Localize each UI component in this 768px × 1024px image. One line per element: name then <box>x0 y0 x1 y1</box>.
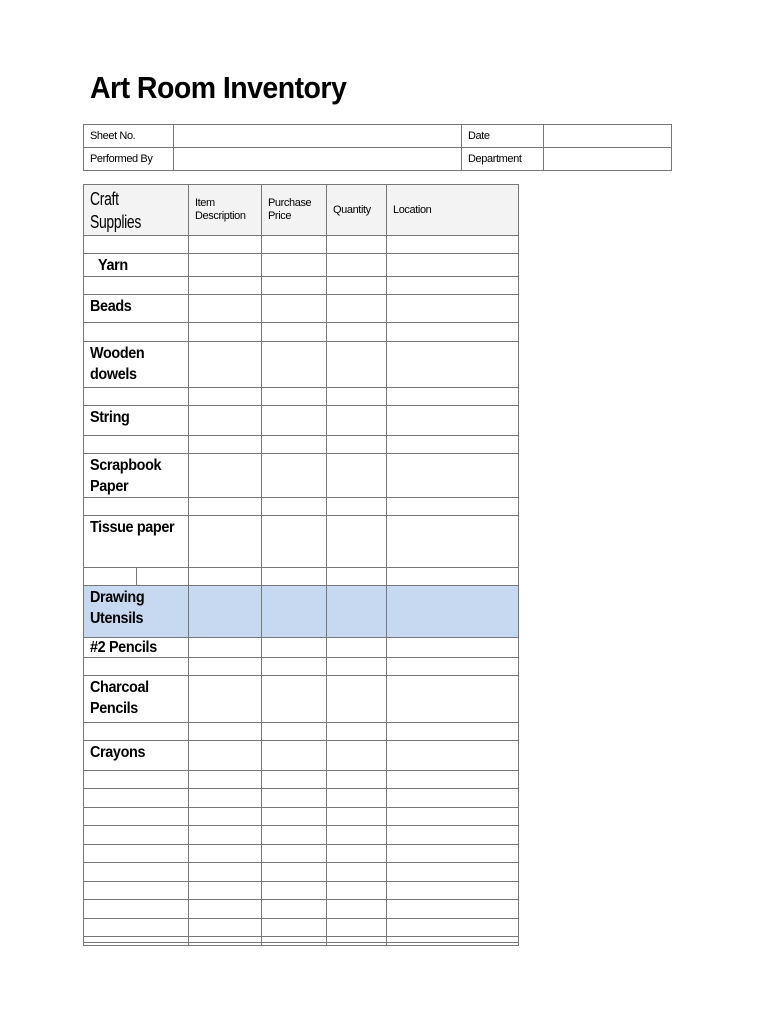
table-cell[interactable] <box>327 254 387 277</box>
table-row <box>84 568 519 586</box>
table-cell[interactable] <box>262 254 327 277</box>
table-cell[interactable] <box>387 638 519 658</box>
table-cell[interactable] <box>327 808 387 826</box>
table-cell[interactable] <box>189 789 262 808</box>
table-row <box>84 295 519 323</box>
table-cell[interactable] <box>387 808 519 826</box>
category-wooden-dowels: Wooden dowels <box>84 342 189 388</box>
table-cell[interactable] <box>387 826 519 845</box>
table-cell[interactable] <box>387 919 519 937</box>
department-field[interactable] <box>544 148 672 171</box>
table-cell[interactable] <box>387 882 519 900</box>
table-cell[interactable] <box>189 882 262 900</box>
table-cell[interactable] <box>262 826 327 845</box>
table-cell[interactable] <box>189 516 262 568</box>
table-row <box>84 406 519 436</box>
inventory-table <box>83 184 519 946</box>
table-cell[interactable] <box>387 771 519 789</box>
header-row <box>84 185 519 236</box>
table-cell[interactable] <box>189 771 262 789</box>
table-cell[interactable] <box>189 236 262 254</box>
table-cell[interactable] <box>189 658 262 676</box>
table-row <box>84 638 519 658</box>
sheet-info-row <box>84 125 672 148</box>
table-cell[interactable] <box>189 943 262 946</box>
table-cell[interactable] <box>327 919 387 937</box>
table-cell[interactable] <box>387 436 519 454</box>
table-row <box>84 808 519 826</box>
table-cell[interactable] <box>84 882 189 900</box>
table-cell[interactable] <box>327 771 387 789</box>
table-cell[interactable] <box>327 516 387 568</box>
table-cell[interactable] <box>262 295 327 323</box>
table-cell[interactable] <box>327 723 387 741</box>
table-row <box>84 826 519 845</box>
table-cell[interactable] <box>262 236 327 254</box>
table-cell[interactable] <box>189 676 262 723</box>
sheet-no-field[interactable] <box>174 125 462 148</box>
table-cell[interactable] <box>387 586 519 638</box>
table-row <box>84 900 519 919</box>
table-cell[interactable] <box>387 723 519 741</box>
table-cell[interactable] <box>327 388 387 406</box>
table-cell[interactable] <box>262 845 327 863</box>
table-cell[interactable] <box>327 943 387 946</box>
table-cell[interactable] <box>189 900 262 919</box>
table-cell[interactable] <box>262 882 327 900</box>
category-charcoal-pencils: Charcoal Pencils <box>84 676 189 723</box>
table-cell[interactable] <box>387 323 519 342</box>
table-cell[interactable] <box>189 254 262 277</box>
table-cell[interactable] <box>387 406 519 436</box>
table-row <box>84 236 519 254</box>
table-cell[interactable] <box>84 919 189 937</box>
sheet-info-table <box>83 124 672 171</box>
table-row <box>84 454 519 498</box>
table-row <box>84 676 519 723</box>
table-cell[interactable] <box>262 658 327 676</box>
performed-by-label: Performed By <box>84 148 174 171</box>
table-cell[interactable] <box>387 236 519 254</box>
header-category <box>84 185 189 236</box>
table-cell[interactable] <box>189 568 262 586</box>
table-row <box>84 919 519 937</box>
table-row <box>84 516 519 568</box>
table-cell[interactable] <box>327 845 387 863</box>
table-cell[interactable] <box>262 900 327 919</box>
table-cell[interactable] <box>84 498 189 516</box>
category-string: String <box>84 406 189 436</box>
table-cell[interactable] <box>189 323 262 342</box>
table-row <box>84 882 519 900</box>
table-cell[interactable] <box>327 638 387 658</box>
table-cell[interactable] <box>387 388 519 406</box>
category-2-pencils: #2 Pencils <box>84 638 189 658</box>
table-cell[interactable] <box>189 388 262 406</box>
table-cell[interactable] <box>262 863 327 882</box>
table-cell[interactable] <box>262 436 327 454</box>
table-cell[interactable] <box>84 845 189 863</box>
table-cell[interactable] <box>189 295 262 323</box>
table-cell[interactable] <box>84 568 189 586</box>
table-cell[interactable] <box>262 406 327 436</box>
table-cell[interactable] <box>262 676 327 723</box>
category-beads: Beads <box>84 295 189 323</box>
table-cell[interactable] <box>387 943 519 946</box>
table-row-highlighted <box>84 586 519 638</box>
table-cell[interactable] <box>327 586 387 638</box>
table-cell[interactable] <box>262 388 327 406</box>
table-row <box>84 277 519 295</box>
table-row <box>84 388 519 406</box>
table-cell[interactable] <box>262 638 327 658</box>
table-cell[interactable] <box>387 845 519 863</box>
table-cell[interactable] <box>189 454 262 498</box>
table-cell[interactable] <box>387 789 519 808</box>
date-field[interactable] <box>544 125 672 148</box>
table-cell[interactable] <box>189 638 262 658</box>
table-cell[interactable] <box>387 676 519 723</box>
table-cell[interactable] <box>84 943 189 946</box>
date-label: Date <box>462 125 544 148</box>
table-cell[interactable] <box>327 406 387 436</box>
table-cell[interactable] <box>387 900 519 919</box>
table-cell[interactable] <box>262 741 327 771</box>
table-row <box>84 436 519 454</box>
table-cell[interactable] <box>189 342 262 388</box>
sheet-no-label: Sheet No. <box>84 125 174 148</box>
table-cell[interactable] <box>327 295 387 323</box>
table-cell[interactable] <box>262 277 327 295</box>
table-cell[interactable] <box>189 826 262 845</box>
table-cell[interactable] <box>262 568 327 586</box>
table-cell[interactable] <box>327 498 387 516</box>
table-cell[interactable] <box>262 789 327 808</box>
cell-divider <box>136 568 137 585</box>
table-cell[interactable] <box>387 516 519 568</box>
table-cell[interactable] <box>327 658 387 676</box>
header-quantity: Quantity <box>327 185 387 236</box>
table-cell[interactable] <box>84 808 189 826</box>
table-cell[interactable] <box>84 826 189 845</box>
table-cell[interactable] <box>189 586 262 638</box>
table-cell[interactable] <box>262 342 327 388</box>
header-category-line2: Supplies <box>90 212 142 232</box>
header-location: Location <box>387 185 519 236</box>
table-cell[interactable] <box>387 658 519 676</box>
table-cell[interactable] <box>327 789 387 808</box>
table-cell[interactable] <box>189 919 262 937</box>
table-row <box>84 789 519 808</box>
header-purchase-price: Purchase Price <box>262 185 327 236</box>
table-row <box>84 943 519 946</box>
table-row <box>84 658 519 676</box>
category-drawing-utensils: Drawing Utensils <box>84 586 189 638</box>
table-cell[interactable] <box>84 723 189 741</box>
table-row <box>84 323 519 342</box>
header-item-description: Item Description <box>189 185 262 236</box>
table-cell[interactable] <box>387 741 519 771</box>
table-row <box>84 771 519 789</box>
table-cell[interactable] <box>84 277 189 295</box>
table-cell[interactable] <box>262 771 327 789</box>
table-cell[interactable] <box>189 845 262 863</box>
table-cell[interactable] <box>327 236 387 254</box>
performed-by-field[interactable] <box>174 148 462 171</box>
table-cell[interactable] <box>327 826 387 845</box>
table-row <box>84 845 519 863</box>
table-cell[interactable] <box>262 723 327 741</box>
category-tissue-paper: Tissue paper <box>84 516 189 568</box>
table-cell[interactable] <box>84 388 189 406</box>
table-cell[interactable] <box>327 323 387 342</box>
table-cell[interactable] <box>327 676 387 723</box>
table-cell[interactable] <box>387 342 519 388</box>
category-yarn: Yarn <box>84 254 189 277</box>
sheet-info-row <box>84 148 672 171</box>
table-cell[interactable] <box>262 586 327 638</box>
table-cell[interactable] <box>387 277 519 295</box>
table-row <box>84 342 519 388</box>
table-cell[interactable] <box>84 863 189 882</box>
table-cell[interactable] <box>84 771 189 789</box>
department-label: Department <box>462 148 544 171</box>
table-cell[interactable] <box>262 454 327 498</box>
table-cell[interactable] <box>84 323 189 342</box>
table-cell[interactable] <box>262 498 327 516</box>
table-row <box>84 741 519 771</box>
category-crayons: Crayons <box>84 741 189 771</box>
table-row <box>84 723 519 741</box>
table-cell[interactable] <box>387 254 519 277</box>
table-cell[interactable] <box>387 454 519 498</box>
table-cell[interactable] <box>262 808 327 826</box>
table-cell[interactable] <box>327 882 387 900</box>
table-cell[interactable] <box>189 741 262 771</box>
table-cell[interactable] <box>262 943 327 946</box>
header-category-line1: Craft <box>90 189 119 209</box>
table-row <box>84 254 519 277</box>
table-cell[interactable] <box>387 568 519 586</box>
table-cell[interactable] <box>189 277 262 295</box>
table-row <box>84 498 519 516</box>
table-cell[interactable] <box>189 723 262 741</box>
table-cell[interactable] <box>327 863 387 882</box>
table-cell[interactable] <box>327 741 387 771</box>
table-cell[interactable] <box>327 436 387 454</box>
table-cell[interactable] <box>84 436 189 454</box>
table-cell[interactable] <box>327 900 387 919</box>
table-cell[interactable] <box>189 808 262 826</box>
table-cell[interactable] <box>84 900 189 919</box>
table-cell[interactable] <box>189 406 262 436</box>
table-cell[interactable] <box>189 498 262 516</box>
table-cell[interactable] <box>387 295 519 323</box>
table-cell[interactable] <box>84 236 189 254</box>
category-scrapbook-paper: Scrapbook Paper <box>84 454 189 498</box>
table-cell[interactable] <box>262 323 327 342</box>
table-cell[interactable] <box>262 516 327 568</box>
page-title: Art Room Inventory <box>90 70 347 105</box>
table-cell[interactable] <box>387 863 519 882</box>
table-cell[interactable] <box>262 919 327 937</box>
table-cell[interactable] <box>327 568 387 586</box>
table-cell[interactable] <box>387 498 519 516</box>
table-cell[interactable] <box>84 789 189 808</box>
table-cell[interactable] <box>327 454 387 498</box>
table-cell[interactable] <box>327 342 387 388</box>
table-cell[interactable] <box>189 436 262 454</box>
table-cell[interactable] <box>189 863 262 882</box>
table-row <box>84 863 519 882</box>
table-cell[interactable] <box>327 277 387 295</box>
table-cell[interactable] <box>84 658 189 676</box>
